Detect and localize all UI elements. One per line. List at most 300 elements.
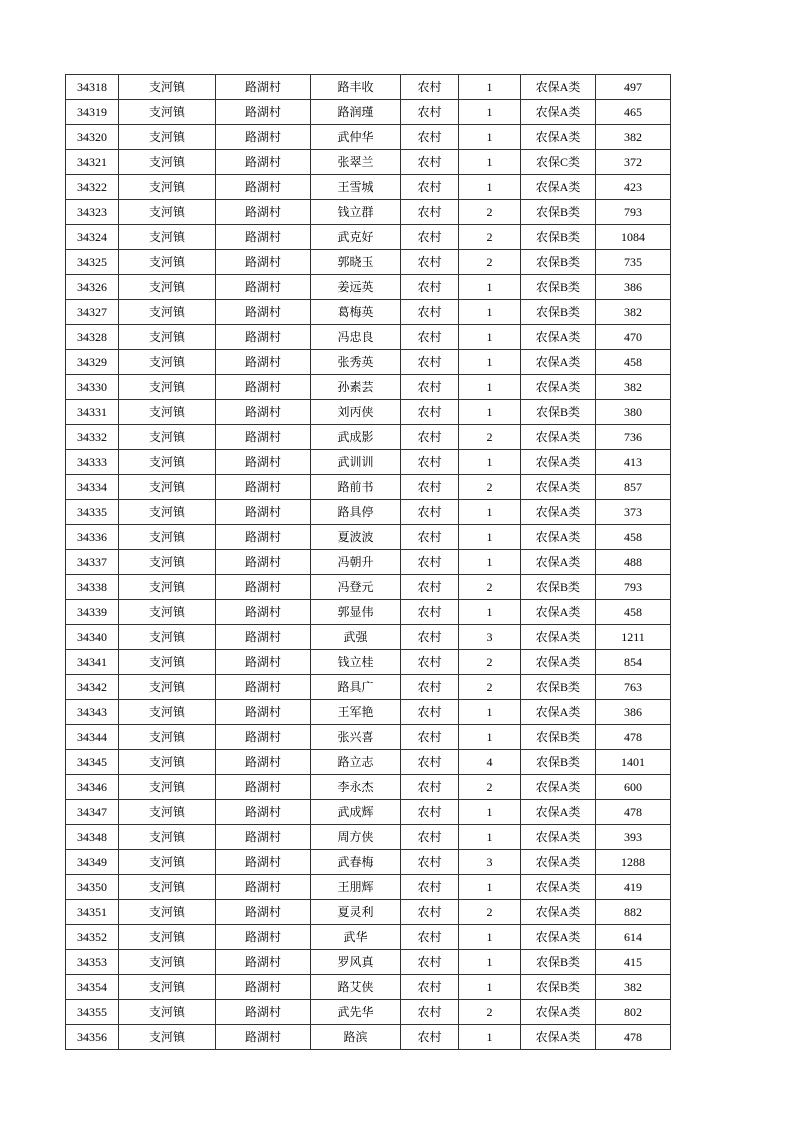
cell-amount: 793 xyxy=(596,575,671,600)
cell-amount: 458 xyxy=(596,525,671,550)
cell-village: 路湖村 xyxy=(216,375,311,400)
cell-village: 路湖村 xyxy=(216,275,311,300)
cell-household-count: 1 xyxy=(459,925,521,950)
cell-village: 路湖村 xyxy=(216,550,311,575)
table-row xyxy=(66,425,671,450)
table-row xyxy=(66,675,671,700)
cell-insurance-category: 农保A类 xyxy=(521,475,596,500)
cell-insurance-category: 农保A类 xyxy=(521,900,596,925)
cell-amount: 497 xyxy=(596,75,671,100)
cell-record-id: 34327 xyxy=(66,300,119,325)
cell-record-id: 34351 xyxy=(66,900,119,925)
cell-town: 支河镇 xyxy=(119,475,216,500)
cell-record-id: 34326 xyxy=(66,275,119,300)
table-row xyxy=(66,800,671,825)
cell-person-name: 冯朝升 xyxy=(311,550,401,575)
cell-village: 路湖村 xyxy=(216,750,311,775)
cell-town: 支河镇 xyxy=(119,75,216,100)
cell-record-id: 34336 xyxy=(66,525,119,550)
cell-amount: 1211 xyxy=(596,625,671,650)
cell-residence-type: 农村 xyxy=(401,375,459,400)
cell-town: 支河镇 xyxy=(119,200,216,225)
cell-insurance-category: 农保B类 xyxy=(521,250,596,275)
cell-person-name: 夏灵利 xyxy=(311,900,401,925)
cell-household-count: 2 xyxy=(459,575,521,600)
cell-household-count: 1 xyxy=(459,825,521,850)
cell-village: 路湖村 xyxy=(216,475,311,500)
table-row xyxy=(66,725,671,750)
cell-household-count: 1 xyxy=(459,100,521,125)
cell-insurance-category: 农保A类 xyxy=(521,650,596,675)
cell-amount: 614 xyxy=(596,925,671,950)
cell-household-count: 2 xyxy=(459,650,521,675)
cell-person-name: 王朋辉 xyxy=(311,875,401,900)
cell-person-name: 罗风真 xyxy=(311,950,401,975)
cell-residence-type: 农村 xyxy=(401,1025,459,1050)
cell-record-id: 34337 xyxy=(66,550,119,575)
cell-residence-type: 农村 xyxy=(401,825,459,850)
cell-village: 路湖村 xyxy=(216,325,311,350)
table-row xyxy=(66,350,671,375)
cell-town: 支河镇 xyxy=(119,425,216,450)
cell-village: 路湖村 xyxy=(216,525,311,550)
cell-household-count: 1 xyxy=(459,150,521,175)
cell-record-id: 34321 xyxy=(66,150,119,175)
cell-household-count: 1 xyxy=(459,525,521,550)
cell-residence-type: 农村 xyxy=(401,925,459,950)
cell-residence-type: 农村 xyxy=(401,900,459,925)
cell-town: 支河镇 xyxy=(119,250,216,275)
cell-village: 路湖村 xyxy=(216,875,311,900)
cell-village: 路湖村 xyxy=(216,975,311,1000)
table-row xyxy=(66,275,671,300)
cell-person-name: 武强 xyxy=(311,625,401,650)
cell-person-name: 王军艳 xyxy=(311,700,401,725)
cell-amount: 382 xyxy=(596,300,671,325)
table-row xyxy=(66,75,671,100)
cell-insurance-category: 农保A类 xyxy=(521,550,596,575)
cell-household-count: 1 xyxy=(459,975,521,1000)
cell-residence-type: 农村 xyxy=(401,350,459,375)
cell-person-name: 路丰收 xyxy=(311,75,401,100)
cell-town: 支河镇 xyxy=(119,625,216,650)
cell-village: 路湖村 xyxy=(216,850,311,875)
table-row xyxy=(66,575,671,600)
cell-person-name: 钱立桂 xyxy=(311,650,401,675)
cell-person-name: 刘丙侠 xyxy=(311,400,401,425)
cell-amount: 386 xyxy=(596,700,671,725)
cell-person-name: 李永杰 xyxy=(311,775,401,800)
cell-residence-type: 农村 xyxy=(401,450,459,475)
cell-insurance-category: 农保A类 xyxy=(521,350,596,375)
cell-residence-type: 农村 xyxy=(401,500,459,525)
cell-village: 路湖村 xyxy=(216,250,311,275)
cell-village: 路湖村 xyxy=(216,700,311,725)
cell-insurance-category: 农保A类 xyxy=(521,700,596,725)
table-row xyxy=(66,125,671,150)
cell-household-count: 1 xyxy=(459,75,521,100)
table-row xyxy=(66,1025,671,1050)
cell-village: 路湖村 xyxy=(216,125,311,150)
cell-person-name: 王雪城 xyxy=(311,175,401,200)
cell-amount: 386 xyxy=(596,275,671,300)
cell-town: 支河镇 xyxy=(119,850,216,875)
cell-residence-type: 农村 xyxy=(401,525,459,550)
cell-record-id: 34341 xyxy=(66,650,119,675)
cell-residence-type: 农村 xyxy=(401,300,459,325)
cell-person-name: 郭显伟 xyxy=(311,600,401,625)
table-row xyxy=(66,325,671,350)
cell-insurance-category: 农保B类 xyxy=(521,675,596,700)
cell-insurance-category: 农保A类 xyxy=(521,600,596,625)
cell-village: 路湖村 xyxy=(216,1025,311,1050)
cell-town: 支河镇 xyxy=(119,1000,216,1025)
cell-household-count: 2 xyxy=(459,475,521,500)
cell-insurance-category: 农保B类 xyxy=(521,275,596,300)
cell-amount: 393 xyxy=(596,825,671,850)
cell-amount: 1288 xyxy=(596,850,671,875)
cell-household-count: 1 xyxy=(459,600,521,625)
table-row xyxy=(66,950,671,975)
table-row xyxy=(66,1000,671,1025)
table-row xyxy=(66,825,671,850)
cell-insurance-category: 农保A类 xyxy=(521,175,596,200)
cell-amount: 382 xyxy=(596,125,671,150)
table-row xyxy=(66,550,671,575)
cell-record-id: 34349 xyxy=(66,850,119,875)
cell-village: 路湖村 xyxy=(216,600,311,625)
cell-town: 支河镇 xyxy=(119,750,216,775)
cell-record-id: 34353 xyxy=(66,950,119,975)
cell-village: 路湖村 xyxy=(216,150,311,175)
cell-amount: 458 xyxy=(596,600,671,625)
cell-residence-type: 农村 xyxy=(401,475,459,500)
table-row xyxy=(66,400,671,425)
cell-household-count: 1 xyxy=(459,725,521,750)
cell-town: 支河镇 xyxy=(119,500,216,525)
cell-record-id: 34325 xyxy=(66,250,119,275)
cell-household-count: 2 xyxy=(459,200,521,225)
table-row xyxy=(66,475,671,500)
cell-insurance-category: 农保A类 xyxy=(521,100,596,125)
table-row xyxy=(66,250,671,275)
cell-amount: 1401 xyxy=(596,750,671,775)
cell-town: 支河镇 xyxy=(119,350,216,375)
cell-household-count: 1 xyxy=(459,550,521,575)
cell-village: 路湖村 xyxy=(216,625,311,650)
cell-residence-type: 农村 xyxy=(401,850,459,875)
table-row xyxy=(66,450,671,475)
cell-person-name: 路艾侠 xyxy=(311,975,401,1000)
cell-insurance-category: 农保A类 xyxy=(521,75,596,100)
cell-village: 路湖村 xyxy=(216,350,311,375)
cell-insurance-category: 农保B类 xyxy=(521,975,596,1000)
cell-insurance-category: 农保B类 xyxy=(521,950,596,975)
cell-town: 支河镇 xyxy=(119,375,216,400)
cell-amount: 802 xyxy=(596,1000,671,1025)
cell-town: 支河镇 xyxy=(119,875,216,900)
cell-village: 路湖村 xyxy=(216,900,311,925)
cell-record-id: 34335 xyxy=(66,500,119,525)
cell-town: 支河镇 xyxy=(119,775,216,800)
cell-residence-type: 农村 xyxy=(401,200,459,225)
table-row xyxy=(66,850,671,875)
cell-household-count: 2 xyxy=(459,250,521,275)
table-row xyxy=(66,375,671,400)
cell-household-count: 2 xyxy=(459,1000,521,1025)
cell-amount: 478 xyxy=(596,1025,671,1050)
cell-residence-type: 农村 xyxy=(401,125,459,150)
cell-amount: 413 xyxy=(596,450,671,475)
cell-household-count: 1 xyxy=(459,700,521,725)
cell-household-count: 2 xyxy=(459,675,521,700)
cell-amount: 423 xyxy=(596,175,671,200)
cell-household-count: 1 xyxy=(459,400,521,425)
cell-amount: 419 xyxy=(596,875,671,900)
cell-amount: 373 xyxy=(596,500,671,525)
cell-village: 路湖村 xyxy=(216,800,311,825)
cell-town: 支河镇 xyxy=(119,675,216,700)
cell-town: 支河镇 xyxy=(119,125,216,150)
table-row xyxy=(66,600,671,625)
cell-insurance-category: 农保A类 xyxy=(521,525,596,550)
cell-amount: 763 xyxy=(596,675,671,700)
table-row xyxy=(66,900,671,925)
cell-person-name: 张翠兰 xyxy=(311,150,401,175)
cell-village: 路湖村 xyxy=(216,775,311,800)
cell-record-id: 34346 xyxy=(66,775,119,800)
cell-insurance-category: 农保A类 xyxy=(521,125,596,150)
cell-residence-type: 农村 xyxy=(401,600,459,625)
cell-person-name: 武克好 xyxy=(311,225,401,250)
cell-residence-type: 农村 xyxy=(401,175,459,200)
cell-village: 路湖村 xyxy=(216,225,311,250)
cell-residence-type: 农村 xyxy=(401,75,459,100)
cell-residence-type: 农村 xyxy=(401,150,459,175)
cell-town: 支河镇 xyxy=(119,925,216,950)
cell-record-id: 34356 xyxy=(66,1025,119,1050)
cell-town: 支河镇 xyxy=(119,450,216,475)
cell-village: 路湖村 xyxy=(216,575,311,600)
cell-town: 支河镇 xyxy=(119,175,216,200)
table-row xyxy=(66,525,671,550)
cell-person-name: 姜远英 xyxy=(311,275,401,300)
cell-village: 路湖村 xyxy=(216,100,311,125)
cell-insurance-category: 农保B类 xyxy=(521,200,596,225)
cell-insurance-category: 农保A类 xyxy=(521,450,596,475)
cell-town: 支河镇 xyxy=(119,900,216,925)
cell-household-count: 1 xyxy=(459,1025,521,1050)
table-row xyxy=(66,700,671,725)
cell-person-name: 武先华 xyxy=(311,1000,401,1025)
cell-amount: 600 xyxy=(596,775,671,800)
cell-amount: 854 xyxy=(596,650,671,675)
cell-village: 路湖村 xyxy=(216,675,311,700)
cell-person-name: 武训训 xyxy=(311,450,401,475)
cell-town: 支河镇 xyxy=(119,650,216,675)
cell-insurance-category: 农保A类 xyxy=(521,625,596,650)
cell-person-name: 武春梅 xyxy=(311,850,401,875)
table-row xyxy=(66,225,671,250)
table-row xyxy=(66,750,671,775)
cell-household-count: 2 xyxy=(459,900,521,925)
cell-person-name: 武成辉 xyxy=(311,800,401,825)
cell-insurance-category: 农保A类 xyxy=(521,825,596,850)
cell-amount: 382 xyxy=(596,975,671,1000)
cell-town: 支河镇 xyxy=(119,525,216,550)
cell-record-id: 34319 xyxy=(66,100,119,125)
table-row xyxy=(66,175,671,200)
cell-village: 路湖村 xyxy=(216,500,311,525)
cell-town: 支河镇 xyxy=(119,300,216,325)
cell-town: 支河镇 xyxy=(119,950,216,975)
cell-record-id: 34329 xyxy=(66,350,119,375)
cell-residence-type: 农村 xyxy=(401,750,459,775)
cell-town: 支河镇 xyxy=(119,400,216,425)
cell-person-name: 葛梅英 xyxy=(311,300,401,325)
cell-residence-type: 农村 xyxy=(401,625,459,650)
cell-person-name: 钱立群 xyxy=(311,200,401,225)
cell-record-id: 34350 xyxy=(66,875,119,900)
cell-residence-type: 农村 xyxy=(401,975,459,1000)
cell-insurance-category: 农保A类 xyxy=(521,875,596,900)
cell-insurance-category: 农保A类 xyxy=(521,500,596,525)
cell-amount: 372 xyxy=(596,150,671,175)
cell-record-id: 34352 xyxy=(66,925,119,950)
table-row xyxy=(66,975,671,1000)
cell-household-count: 3 xyxy=(459,850,521,875)
cell-insurance-category: 农保B类 xyxy=(521,750,596,775)
table-row xyxy=(66,300,671,325)
cell-residence-type: 农村 xyxy=(401,775,459,800)
cell-record-id: 34323 xyxy=(66,200,119,225)
cell-person-name: 张兴喜 xyxy=(311,725,401,750)
cell-person-name: 孙素芸 xyxy=(311,375,401,400)
cell-insurance-category: 农保A类 xyxy=(521,775,596,800)
cell-record-id: 34344 xyxy=(66,725,119,750)
cell-residence-type: 农村 xyxy=(401,725,459,750)
cell-insurance-category: 农保A类 xyxy=(521,1025,596,1050)
cell-person-name: 路前书 xyxy=(311,475,401,500)
cell-amount: 882 xyxy=(596,900,671,925)
cell-village: 路湖村 xyxy=(216,450,311,475)
cell-record-id: 34342 xyxy=(66,675,119,700)
cell-amount: 415 xyxy=(596,950,671,975)
table-row xyxy=(66,150,671,175)
data-table xyxy=(65,74,671,1050)
cell-residence-type: 农村 xyxy=(401,800,459,825)
cell-record-id: 34330 xyxy=(66,375,119,400)
cell-person-name: 周方侠 xyxy=(311,825,401,850)
table-row xyxy=(66,925,671,950)
cell-record-id: 34320 xyxy=(66,125,119,150)
cell-insurance-category: 农保B类 xyxy=(521,300,596,325)
cell-residence-type: 农村 xyxy=(401,950,459,975)
cell-residence-type: 农村 xyxy=(401,400,459,425)
cell-residence-type: 农村 xyxy=(401,250,459,275)
cell-record-id: 34347 xyxy=(66,800,119,825)
cell-person-name: 路润瑾 xyxy=(311,100,401,125)
cell-household-count: 4 xyxy=(459,750,521,775)
cell-person-name: 武成影 xyxy=(311,425,401,450)
cell-person-name: 冯登元 xyxy=(311,575,401,600)
cell-household-count: 1 xyxy=(459,375,521,400)
cell-household-count: 1 xyxy=(459,500,521,525)
cell-person-name: 张秀英 xyxy=(311,350,401,375)
cell-insurance-category: 农保A类 xyxy=(521,925,596,950)
cell-household-count: 1 xyxy=(459,300,521,325)
table-row xyxy=(66,875,671,900)
cell-household-count: 1 xyxy=(459,950,521,975)
cell-insurance-category: 农保A类 xyxy=(521,800,596,825)
table-row xyxy=(66,200,671,225)
cell-record-id: 34331 xyxy=(66,400,119,425)
cell-village: 路湖村 xyxy=(216,725,311,750)
cell-village: 路湖村 xyxy=(216,425,311,450)
cell-town: 支河镇 xyxy=(119,575,216,600)
cell-town: 支河镇 xyxy=(119,725,216,750)
table-row xyxy=(66,500,671,525)
cell-household-count: 2 xyxy=(459,425,521,450)
cell-amount: 465 xyxy=(596,100,671,125)
cell-village: 路湖村 xyxy=(216,200,311,225)
cell-town: 支河镇 xyxy=(119,700,216,725)
cell-town: 支河镇 xyxy=(119,325,216,350)
cell-town: 支河镇 xyxy=(119,800,216,825)
cell-amount: 1084 xyxy=(596,225,671,250)
cell-town: 支河镇 xyxy=(119,225,216,250)
cell-household-count: 2 xyxy=(459,225,521,250)
cell-residence-type: 农村 xyxy=(401,425,459,450)
cell-record-id: 34340 xyxy=(66,625,119,650)
cell-household-count: 1 xyxy=(459,125,521,150)
cell-amount: 470 xyxy=(596,325,671,350)
cell-town: 支河镇 xyxy=(119,600,216,625)
cell-record-id: 34338 xyxy=(66,575,119,600)
cell-insurance-category: 农保A类 xyxy=(521,375,596,400)
cell-residence-type: 农村 xyxy=(401,575,459,600)
cell-amount: 478 xyxy=(596,725,671,750)
cell-insurance-category: 农保C类 xyxy=(521,150,596,175)
cell-amount: 458 xyxy=(596,350,671,375)
cell-record-id: 34343 xyxy=(66,700,119,725)
cell-town: 支河镇 xyxy=(119,150,216,175)
cell-amount: 857 xyxy=(596,475,671,500)
cell-record-id: 34355 xyxy=(66,1000,119,1025)
cell-record-id: 34324 xyxy=(66,225,119,250)
cell-insurance-category: 农保B类 xyxy=(521,400,596,425)
cell-village: 路湖村 xyxy=(216,950,311,975)
cell-residence-type: 农村 xyxy=(401,700,459,725)
cell-person-name: 夏波波 xyxy=(311,525,401,550)
cell-amount: 793 xyxy=(596,200,671,225)
cell-record-id: 34332 xyxy=(66,425,119,450)
cell-town: 支河镇 xyxy=(119,100,216,125)
table-row xyxy=(66,775,671,800)
cell-insurance-category: 农保B类 xyxy=(521,575,596,600)
cell-residence-type: 农村 xyxy=(401,100,459,125)
cell-household-count: 3 xyxy=(459,625,521,650)
cell-record-id: 34354 xyxy=(66,975,119,1000)
cell-insurance-category: 农保B类 xyxy=(521,725,596,750)
cell-residence-type: 农村 xyxy=(401,875,459,900)
cell-residence-type: 农村 xyxy=(401,275,459,300)
cell-person-name: 路立志 xyxy=(311,750,401,775)
cell-amount: 380 xyxy=(596,400,671,425)
cell-record-id: 34318 xyxy=(66,75,119,100)
cell-village: 路湖村 xyxy=(216,175,311,200)
cell-record-id: 34333 xyxy=(66,450,119,475)
